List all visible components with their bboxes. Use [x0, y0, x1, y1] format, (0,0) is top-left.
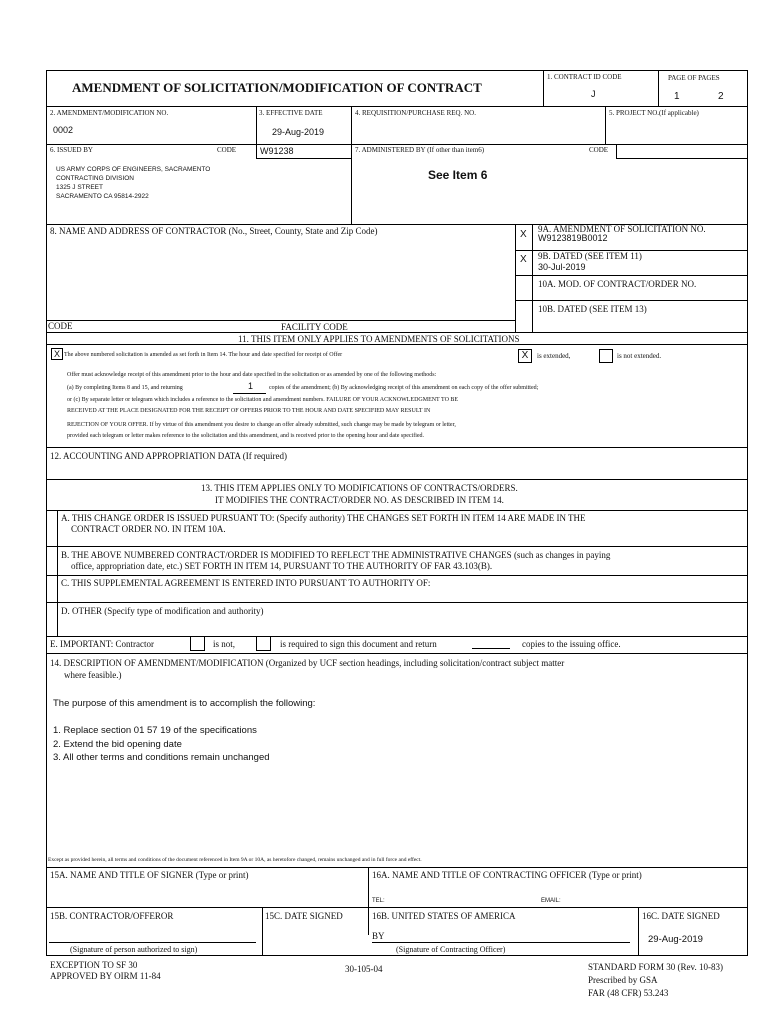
- item-14-label-1: 14. DESCRIPTION OF AMENDMENT/MODIFICATION (Organized by UCF section headings, including solicitation/contract subject matter: [50, 658, 565, 668]
- important-label: E. IMPORTANT: Contractor: [50, 639, 155, 649]
- is-required-checkbox[interactable]: [256, 636, 271, 651]
- extended-label: is extended,: [537, 352, 571, 360]
- issued-by-label: 6. ISSUED BY: [50, 146, 93, 154]
- item-9a-value: W9123819B0012: [538, 233, 608, 243]
- item-14-label-2: where feasible.): [64, 670, 122, 680]
- amended-text: The above numbered solicitation is amended as set forth in Item 14. The hour and date specified for receipt of Offer: [64, 352, 343, 358]
- is-not-label: is not,: [213, 639, 236, 649]
- amendment-no-value: 0002: [53, 125, 74, 135]
- page-number: 1: [674, 91, 680, 102]
- item-13b-line-2: office, appropriation date, etc.) SET FORTH IN ITEM 14, PURSUANT TO THE AUTHORITY OF FAR 43.103(B).: [71, 561, 493, 571]
- effective-date-value: 29-Aug-2019: [272, 127, 325, 137]
- ack-line-2a: (a) By completing Items 8 and 15, and returning: [67, 385, 183, 391]
- item-13-header-1: 13. THIS ITEM APPLIES ONLY TO MODIFICATIONS OF CONTRACTS/ORDERS.: [201, 483, 518, 493]
- list-item: 3. All other terms and conditions remain unchanged: [53, 752, 270, 763]
- is-not-checkbox[interactable]: [190, 636, 205, 651]
- by-label: BY: [372, 931, 385, 941]
- item-13a-line-1: A. THIS CHANGE ORDER IS ISSUED PURSUANT TO: (Specify authority) THE CHANGES SET FORTH IN ITEM 14 ARE MADE IN THE: [61, 513, 586, 523]
- amendment-no-label: 2. AMENDMENT/MODIFICATION NO.: [50, 109, 169, 117]
- contracting-officer-label: 16A. NAME AND TITLE OF CONTRACTING OFFICER (Type or print): [372, 870, 642, 880]
- item-9b-mark: X: [520, 254, 527, 265]
- item-9a-mark: X: [520, 229, 527, 240]
- item-11-header: 11. THIS ITEM ONLY APPLIES TO AMENDMENTS OF SOLICITATIONS: [238, 334, 520, 344]
- item-13a-line-2: CONTRACT ORDER NO. IN ITEM 10A.: [71, 524, 226, 534]
- tel-label: TEL:: [372, 898, 385, 904]
- not-extended-label: is not extended.: [617, 352, 662, 360]
- signature-officer-caption: (Signature of Contracting Officer): [396, 945, 506, 954]
- issuer-line: SACRAMENTO CA 95814-2922: [56, 193, 149, 200]
- item-13-header-2: IT MODIFIES THE CONTRACT/ORDER NO. AS DESCRIBED IN ITEM 14.: [215, 495, 504, 505]
- signer-label: 15A. NAME AND TITLE OF SIGNER (Type or print): [50, 870, 249, 880]
- ack-copies-value: 1: [248, 381, 254, 391]
- ack-line-3: or (c) By separate letter or telegram which includes a reference to the solicitation and amendment numbers. FAILURE OF YOUR ACKNOWLEDGMENT TO BE: [67, 397, 459, 403]
- project-no-label: 5. PROJECT NO.(If applicable): [609, 109, 699, 117]
- contractor-code-label: CODE: [48, 321, 73, 331]
- issuer-address: [56, 165, 210, 201]
- requisition-no-label: 4. REQUISITION/PURCHASE REQ. NO.: [355, 109, 476, 117]
- item-10a-label: 10A. MOD. OF CONTRACT/ORDER NO.: [538, 279, 697, 289]
- usa-label: 16B. UNITED STATES OF AMERICA: [372, 911, 516, 921]
- far-label: FAR (48 CFR) 53.243: [588, 988, 669, 998]
- list-item: 1. Replace section 01 57 19 of the specifications: [53, 725, 257, 736]
- item-12-label: 12. ACCOUNTING AND APPROPRIATION DATA (If required): [50, 451, 288, 461]
- issuer-line: US ARMY CORPS OF ENGINEERS, SACRAMENTO: [56, 166, 211, 173]
- issued-by-code-label: CODE: [217, 146, 237, 154]
- exception-text: EXCEPTION TO SF 30: [50, 960, 138, 970]
- list-item: 2. Extend the bid opening date: [53, 738, 182, 750]
- amendment-items: [53, 724, 270, 765]
- page-count: 2: [718, 91, 724, 102]
- prescribed-label: Prescribed by GSA: [588, 975, 658, 985]
- administered-by-code-label: CODE: [589, 146, 609, 154]
- item-9a-label: 9A. AMENDMENT OF SOLICITATION NO.: [538, 224, 706, 234]
- purpose-text: The purpose of this amendment is to accomplish the following:: [53, 698, 316, 709]
- amended-checkbox[interactable]: X: [51, 348, 63, 360]
- administered-by-value: See Item 6: [428, 168, 488, 182]
- not-extended-checkbox[interactable]: [599, 349, 613, 363]
- ack-line-5: REJECTION OF YOUR OFFER. If by virtue of this amendment you desire to change an offer already submitted, such change may be made by telegram or letter,: [67, 422, 456, 428]
- item-10b-label: 10B. DATED (SEE ITEM 13): [538, 304, 647, 314]
- form-number: 30-105-04: [345, 964, 383, 974]
- item-13b-line-1: B. THE ABOVE NUMBERED CONTRACT/ORDER IS MODIFIED TO REFLECT THE ADMINISTRATIVE CHANGES (such as changes in paying: [61, 550, 611, 560]
- administered-by-label: 7. ADMINISTERED BY (If other than item6): [355, 146, 485, 154]
- contractor-date-signed-label: 15C. DATE SIGNED: [265, 911, 343, 921]
- item-9b-value: 30-Jul-2019: [538, 262, 586, 272]
- standard-form-label: STANDARD FORM 30 (Rev. 10-83): [588, 962, 723, 972]
- page-of-pages-label: PAGE OF PAGES: [668, 74, 720, 82]
- contractor-offeror-label: 15B. CONTRACTOR/OFFEROR: [50, 911, 174, 921]
- officer-date-signed-label: 16C. DATE SIGNED: [642, 911, 720, 921]
- is-required-label: is required to sign this document and return: [280, 639, 437, 649]
- issuer-line: CONTRACTING DIVISION: [56, 175, 135, 182]
- item-13d: D. OTHER (Specify type of modification and authority): [61, 606, 264, 616]
- item-13c: C. THIS SUPPLEMENTAL AGREEMENT IS ENTERED INTO PURSUANT TO AUTHORITY OF:: [61, 578, 431, 588]
- officer-date-signed-value: 29-Aug-2019: [648, 934, 703, 945]
- contract-id-code-label: 1. CONTRACT ID CODE: [547, 73, 622, 81]
- terms-footer: Except as provided herein, all terms and conditions of the document referenced in Item 9A or 10A, as heretofore changed, remains unchanged and in full force and effect.: [48, 857, 422, 863]
- copies-label: copies to the issuing office.: [522, 639, 621, 649]
- extended-checkbox[interactable]: X: [518, 349, 532, 363]
- email-label: EMAIL:: [541, 898, 561, 904]
- item-9b-label: 9B. DATED (SEE ITEM 11): [538, 251, 642, 261]
- ack-line-1: Offer must acknowledge receipt of this amendment prior to the hour and date specified in the solicitation or as amended by one of the following methods:: [67, 372, 437, 378]
- signature-person-caption: (Signature of person authorized to sign): [70, 945, 198, 954]
- ack-line-6: provided each telegram or letter makes reference to the solicitation and this amendment, and is received prior to the opening hour and date specified.: [67, 433, 425, 439]
- issuer-line: 1325 J STREET: [56, 184, 103, 191]
- approved-text: APPROVED BY OIRM 11-84: [50, 971, 161, 981]
- contract-id-code: J: [591, 89, 596, 99]
- facility-code-label: FACILITY CODE: [281, 322, 348, 332]
- contractor-address-label: 8. NAME AND ADDRESS OF CONTRACTOR (No., Street, County, State and Zip Code): [50, 226, 378, 236]
- ack-line-4: RECEIVED AT THE PLACE DESIGNATED FOR THE RECEIPT OF OFFERS PRIOR TO THE HOUR AND DATE SPECIFIED MAY RESULT IN: [67, 408, 431, 414]
- ack-line-2b: copies of the amendment; (b) By acknowledging receipt of this amendment on each copy of the offer submitted;: [269, 385, 539, 391]
- form-title: AMENDMENT OF SOLICITATION/MODIFICATION OF CONTRACT: [72, 80, 482, 95]
- issued-by-code: W91238: [260, 146, 294, 156]
- effective-date-label: 3. EFFECTIVE DATE: [259, 109, 323, 117]
